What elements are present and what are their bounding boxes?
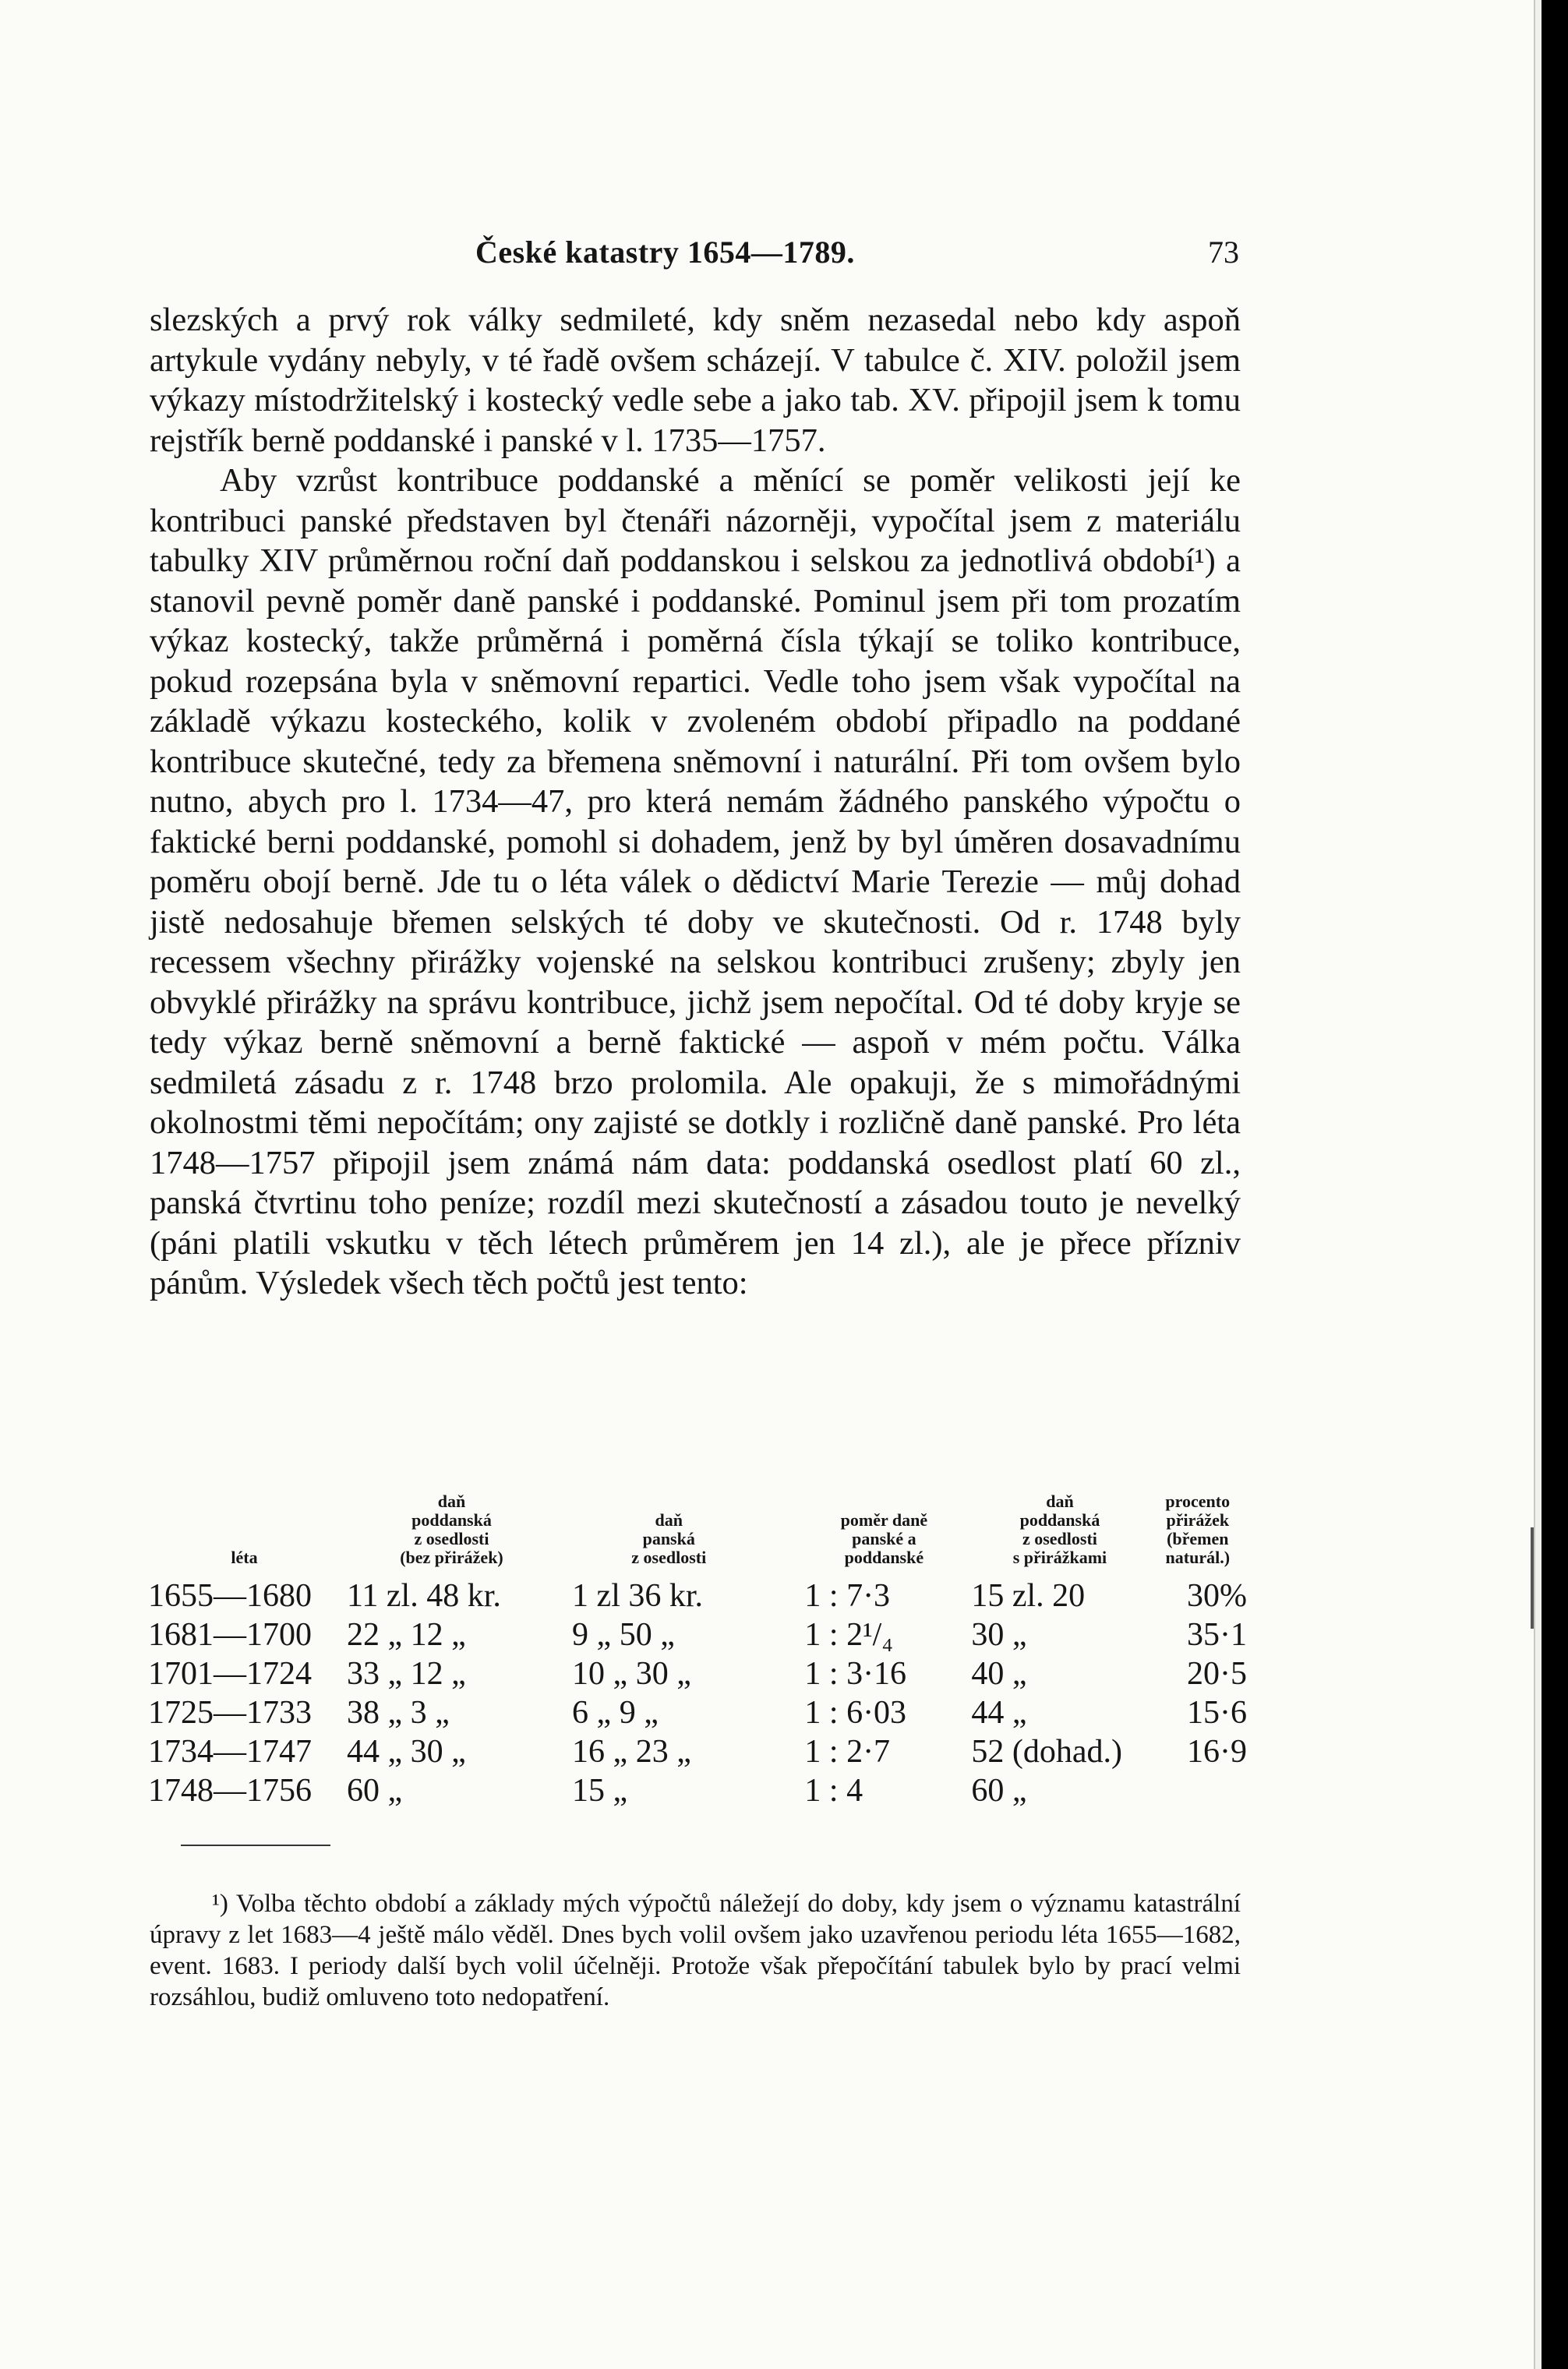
header-dan-panska: daň panská z osedlosti — [631, 1510, 707, 1567]
table-row — [148, 1732, 1247, 1771]
header-dan-s-prirazkami: daň poddanská z osedlosti s přirážkami — [1012, 1492, 1107, 1567]
cell-dan-s-prirazkami: 30 „ — [971, 1617, 1027, 1653]
cell-pomer: 1 : 2·7 — [804, 1734, 891, 1770]
cell-leta: 1725—1733 — [148, 1695, 312, 1731]
cell-dan-s-prirazkami: 44 „ — [971, 1695, 1027, 1731]
cell-pomer: 1 : 7·3 — [804, 1578, 891, 1614]
cell-dan-poddanska: 11 zl. 48 kr. — [346, 1578, 501, 1614]
cell-leta: 1655—1680 — [148, 1578, 312, 1614]
body-text — [150, 300, 1241, 1304]
header-procento: procento přirážek (břemen naturál.) — [1165, 1492, 1231, 1567]
cell-dan-panska: 10 „ 30 „ — [572, 1656, 691, 1692]
cell-dan-s-prirazkami: 60 „ — [971, 1773, 1027, 1809]
page-number: 73 — [1208, 235, 1239, 270]
cell-pomer: 1 : 4 — [804, 1773, 863, 1809]
margin-mark — [1531, 1527, 1534, 1629]
table-header-row — [148, 1492, 1247, 1576]
table-row — [148, 1771, 1247, 1810]
cell-procento: 35·1 — [1187, 1617, 1247, 1653]
cell-pomer: 1 : 3·16 — [804, 1656, 907, 1692]
cell-dan-panska: 6 „ 9 „ — [572, 1695, 659, 1731]
footnote: ¹) Volba těchto období a základy mých výpočtů náležejí do doby, kdy jsem o významu katastrální úpravy z let 1683—4 ještě málo věděl. Dnes bych volil ovšem jako uzavřenou periodu léta 1655—1682, event. 1683. I periody další bych volil účelněji. Protože však přepočítání tabulek bylo by prací velmi rozsáhlou, budiž omluveno toto nedopatření. — [150, 1890, 1241, 2011]
cell-dan-s-prirazkami: 52 (dohad.) — [971, 1734, 1122, 1770]
table-row — [148, 1576, 1247, 1615]
paragraph: slezských a prvý rok války sedmileté, kdy sněm nezasedal nebo kdy aspoň artykule vydány nebyly, v té řadě ovšem scházejí. V tabulce č. XIV. položil jsem výkazy místodržitelský i kostecký vedle sebe a jako tab. XV. připojil jsem k tomu rejstřík berně poddanské i panské v l. 1735—1757. — [150, 302, 1241, 459]
cell-procento: 20·5 — [1187, 1656, 1247, 1692]
cell-procento: 15·6 — [1187, 1695, 1247, 1731]
cell-leta: 1701—1724 — [148, 1656, 312, 1692]
table-row — [148, 1654, 1247, 1693]
table-row — [148, 1693, 1247, 1732]
table-row — [148, 1615, 1247, 1654]
cell-dan-panska: 16 „ 23 „ — [572, 1734, 691, 1770]
header-leta: léta — [231, 1548, 258, 1567]
cell-dan-panska: 9 „ 50 „ — [572, 1617, 675, 1653]
cell-leta: 1734—1747 — [148, 1734, 312, 1770]
cell-dan-s-prirazkami: 40 „ — [971, 1656, 1027, 1692]
cell-procento: 30% — [1187, 1578, 1247, 1614]
cell-dan-s-prirazkami: 15 zl. 20 — [971, 1578, 1086, 1614]
page-header — [148, 234, 1239, 273]
cell-leta: 1748—1756 — [148, 1773, 312, 1809]
cell-leta: 1681—1700 — [148, 1617, 312, 1653]
tax-table — [148, 1492, 1247, 1810]
cell-dan-panska: 15 „ — [572, 1773, 628, 1809]
footnote-divider — [181, 1845, 330, 1846]
cell-pomer: 1 : 2¹/₄ — [804, 1617, 893, 1653]
page-edge — [1534, 0, 1542, 2369]
cell-dan-poddanska: 33 „ 12 „ — [346, 1656, 466, 1692]
cell-dan-poddanska: 60 „ — [346, 1773, 403, 1809]
cell-dan-poddanska: 38 „ 3 „ — [346, 1695, 450, 1731]
cell-procento: 16·9 — [1187, 1734, 1247, 1770]
running-title: České katastry 1654—1789. — [475, 235, 855, 270]
header-pomer: poměr daně panské a poddanské — [840, 1510, 928, 1567]
cell-pomer: 1 : 6·03 — [804, 1695, 907, 1731]
cell-dan-panska: 1 zl 36 kr. — [572, 1578, 704, 1614]
cell-dan-poddanska: 44 „ 30 „ — [346, 1734, 466, 1770]
header-dan-poddanska: daň poddanská z osedlosti (bez přirážek) — [400, 1492, 503, 1567]
paragraph: Aby vzrůst kontribuce poddanské a měnící se poměr velikosti její ke kontribuci panské představen byl čtenáři názorněji, vypočítal jsem z materiálu tabulky XIV průměrnou roční daň poddanskou i selskou za jednotlivá období¹) a stanovil pevně poměr daně panské i poddanské. Pominul jsem při tom prozatím výkaz kostecký, takže průměrná i poměrná čísla týkají se toliko kontribuce, pokud rozepsána byla v sněmovní repartici. Vedle toho jsem však vypočítal na základě výkazu kosteckého, kolik v zvoleném období připadlo na poddané kontribuce skutečné, tedy za břemena sněmovní i naturální. Při tom ovšem bylo nutno, abych pro l. 1734—47, pro která nemám žádného panského výpočtu o faktické berni poddanské, pomohl si dohadem, jenž by byl úměren dosavadnímu poměru obojí berně. Jde tu o léta válek o dědictví Marie Terezie — můj dohad jistě nedosahuje břemen selských té doby ve skutečnosti. Od r. 1748 byly recessem všechny přirážky vojenské na selskou kontribuci zrušeny; zbyly jen obvyklé přirážky na správu kontribuce, jichž jsem nepočítal. Od té doby kryje se tedy výkaz berně sněmovní a berně faktické — aspoň v mém počtu. Válka sedmiletá zásadu z r. 1748 brzo prolomila. Ale opakuji, že s mimořádnými okolnostmi těmi nepočítám; ony zajisté se dotkly i rozličně daně panské. Pro léta 1748—1757 připojil jsem známá nám data: poddanská osedlost platí 60 zl., panská čtvrtinu toho peníze; rozdíl mezi skutečností a zásadou touto je nevelký (páni platili vskutku v těch létech průměrem jen 14 zl.), ale je přece přízniv pánům. Výsledek všech těch počtů jest tento: — [150, 462, 1241, 1301]
cell-procento — [1149, 1771, 1247, 1810]
cell-dan-poddanska: 22 „ 12 „ — [346, 1617, 466, 1653]
